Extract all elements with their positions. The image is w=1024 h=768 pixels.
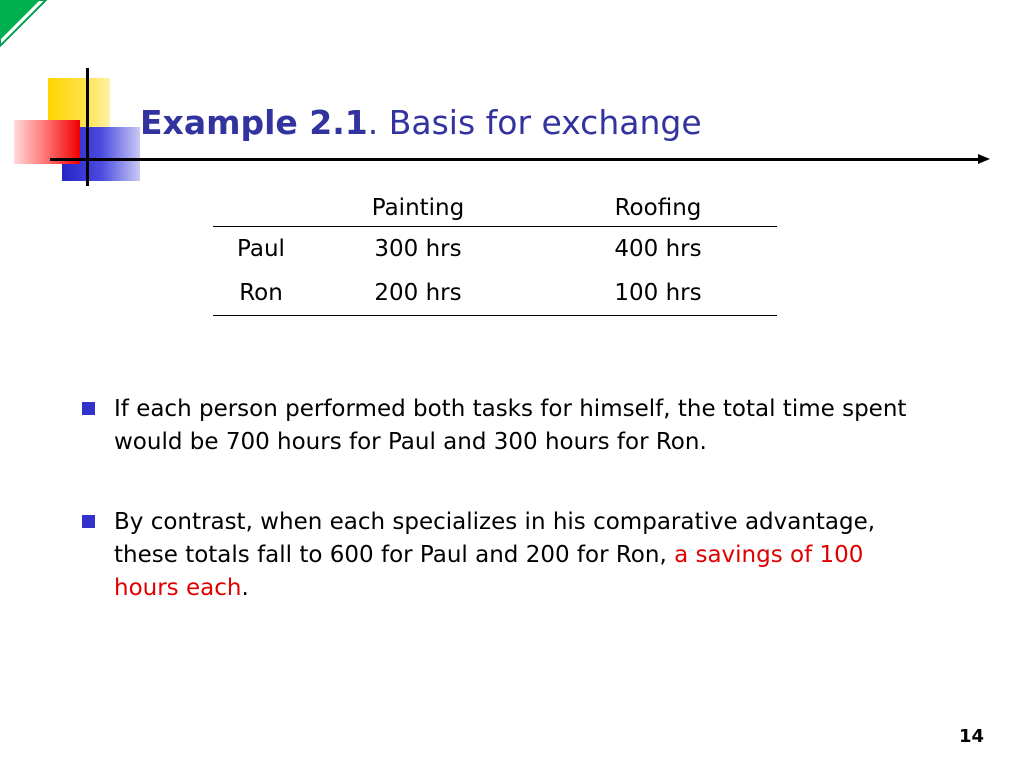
- bullet-text-end: .: [241, 575, 249, 601]
- bullet-item: [82, 506, 912, 605]
- table-cell: 400 hrs: [614, 236, 702, 262]
- table-row: [213, 271, 777, 316]
- logo-vertical-line: [86, 68, 89, 186]
- table-header-cell: Painting: [371, 195, 465, 221]
- table-cell: 300 hrs: [374, 236, 462, 262]
- corner-triangle-icon: [0, 0, 48, 48]
- page-number: 14: [958, 726, 984, 747]
- title-bold: Example 2.1: [140, 103, 368, 142]
- table-cell: 100 hrs: [614, 280, 702, 306]
- table-cell: 200 hrs: [374, 280, 462, 306]
- bullet-list: [82, 393, 912, 605]
- page-title: [140, 103, 702, 142]
- table-row: [213, 227, 777, 271]
- table-header-cell: Roofing: [614, 195, 702, 221]
- table-header-row: [213, 190, 777, 227]
- table-cell: Ron: [239, 280, 283, 306]
- title-rest: . Basis for exchange: [367, 103, 702, 142]
- title-underline-arrow: [50, 158, 980, 161]
- hours-table: [213, 190, 777, 316]
- bullet-highlight: a savings of 100 hours each: [114, 542, 864, 601]
- square-bullet-icon: [82, 515, 95, 528]
- bullet-text: By contrast, when each specializes in his comparative advantage, these totals fall to 600 for Paul and 200 for Ron,: [114, 509, 876, 568]
- bullet-item: [82, 393, 912, 459]
- bullet-text: If each person performed both tasks for himself, the total time spent would be 700 hours for Paul and 300 hours for Ron.: [114, 396, 907, 455]
- table-cell: Paul: [237, 236, 285, 262]
- arrowhead-icon: [978, 154, 990, 164]
- square-bullet-icon: [82, 402, 95, 415]
